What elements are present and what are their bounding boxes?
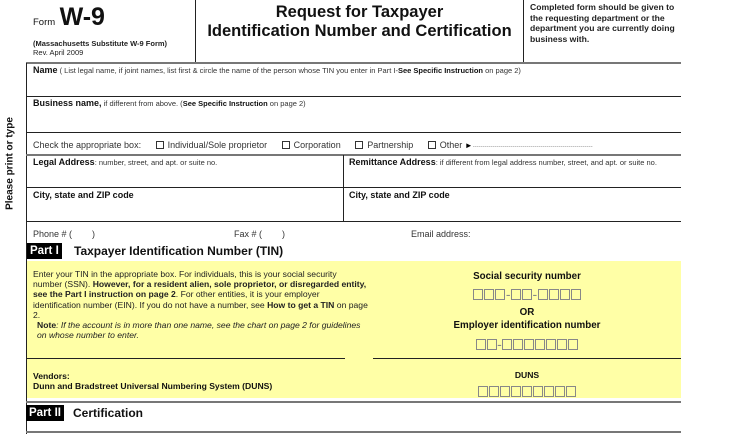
part2-bottom-line	[26, 431, 681, 433]
entity-type-row	[33, 140, 593, 150]
header-bottom-line	[26, 62, 681, 64]
checkbox-individual-label: Individual/Sole proprietor	[167, 140, 268, 150]
part2-tag: Part II	[26, 405, 64, 421]
checkbox-individual[interactable]	[156, 140, 268, 150]
duns-input[interactable]	[373, 385, 681, 398]
name-hint-bold: See Specific Instruction	[397, 66, 483, 75]
instr-text-1: Enter your TIN in the appropriate box. For individuals, this is your social security number (SSN).	[33, 269, 337, 290]
digit-box[interactable]	[568, 339, 578, 350]
email-field[interactable]: Email address:	[411, 229, 471, 239]
checkbox-other[interactable]	[428, 140, 463, 150]
ein-input[interactable]	[373, 338, 681, 351]
checkbox-partnership-label: Partnership	[367, 140, 414, 150]
digit-box[interactable]	[487, 339, 497, 350]
part1-title: Taxpayer Identification Number (TIN)	[74, 244, 284, 258]
city-bottom-line	[26, 221, 681, 222]
vendors-label: Vendors:	[33, 371, 70, 381]
digit-box[interactable]	[571, 289, 581, 300]
header-note: Completed form should be given to the requesting department or the department you are currently doing business with.	[530, 2, 675, 44]
digit-box[interactable]	[549, 289, 559, 300]
digit-box[interactable]	[478, 386, 488, 397]
instr-text-3: on page 2.	[33, 299, 368, 320]
check-bottom-line	[26, 154, 681, 156]
digit-box[interactable]	[500, 386, 510, 397]
address-bottom-line	[26, 187, 681, 188]
digit-box[interactable]	[484, 289, 494, 300]
legal-address-label: Legal Address	[33, 157, 95, 167]
digit-box[interactable]	[522, 386, 532, 397]
side-label: Please print or type	[4, 117, 16, 210]
digit-box[interactable]	[489, 386, 499, 397]
note-text: : If the account is in more than one name, see the chart on page 2 for guidelines on whose number to enter.	[37, 320, 361, 341]
name-hint: ( List legal name, if joint names, list first & circle the name of the person whose TIN you enter in Part I-	[57, 66, 398, 75]
checkbox-icon	[355, 141, 363, 149]
page-title	[196, 3, 523, 41]
tin-instructions	[33, 269, 368, 340]
digit-box[interactable]	[555, 386, 565, 397]
checkbox-icon	[428, 141, 436, 149]
checkbox-partnership[interactable]	[355, 140, 413, 150]
checkbox-icon	[282, 141, 290, 149]
header-divider-right	[523, 0, 524, 63]
business-name-field[interactable]	[33, 98, 678, 130]
digit-box[interactable]	[560, 289, 570, 300]
digit-separator: -	[532, 286, 538, 303]
instr-bold-2: How to get a TIN	[267, 299, 335, 310]
title-line-1: Request for Taxpayer	[275, 3, 444, 21]
note-label: Note	[37, 320, 57, 331]
duns-label: DUNS	[514, 370, 540, 380]
ssn-input[interactable]	[373, 288, 681, 301]
legal-address-hint: : number, street, and apt. or suite no.	[94, 158, 218, 167]
digit-separator: -	[497, 336, 502, 353]
part2-title: Certification	[73, 406, 144, 420]
digit-box[interactable]	[566, 386, 576, 397]
digit-box[interactable]	[538, 289, 548, 300]
ein-label: Employer identification number	[453, 320, 601, 331]
name-hint-end: on page 2)	[482, 66, 521, 75]
form-id-block	[33, 4, 193, 57]
digit-box[interactable]	[535, 339, 545, 350]
form-number: W-9	[59, 3, 105, 31]
digit-box[interactable]	[524, 339, 534, 350]
remittance-address-field[interactable]	[349, 157, 669, 185]
digit-box[interactable]	[533, 386, 543, 397]
tin-separator-left	[26, 358, 345, 359]
instr-text-2: . For other entities, it is your employer identification number (EIN). If you do not have a number, see	[33, 289, 320, 310]
business-label: Business name,	[33, 98, 102, 108]
digit-separator: -	[505, 286, 511, 303]
phone-field[interactable]: Phone # ( )	[33, 229, 96, 239]
name-bottom-line	[26, 96, 681, 97]
digit-box[interactable]	[513, 339, 523, 350]
digit-box[interactable]	[511, 386, 521, 397]
arrow-right-icon: ►	[464, 141, 473, 150]
checkbox-other-label: Other	[439, 140, 463, 150]
part1-tag: Part I	[27, 243, 62, 259]
legal-address-field[interactable]	[33, 157, 338, 185]
city-state-zip-right[interactable]: City, state and ZIP code	[349, 190, 450, 200]
digit-box[interactable]	[473, 289, 483, 300]
digit-box[interactable]	[511, 289, 521, 300]
part1-bottom-line	[26, 401, 681, 403]
business-hint: if different from above. (	[101, 99, 183, 108]
remittance-address-label: Remittance Address	[349, 157, 436, 167]
business-hint-bold: See Specific Instruction	[182, 99, 268, 108]
title-line-2: Identification Number and Certification	[207, 22, 512, 40]
checkbox-corporation-label: Corporation	[293, 140, 341, 150]
name-field[interactable]	[33, 65, 678, 95]
instr-bold-1: However, for a resident alien, sole proprietor, or disregarded entity, see the Part I instruction on page 2	[33, 279, 367, 300]
fax-field[interactable]: Fax # ( )	[234, 229, 286, 239]
form-word: Form	[33, 17, 56, 28]
ssn-label: Social security number	[473, 271, 581, 282]
checkbox-icon	[156, 141, 164, 149]
city-state-zip-left[interactable]: City, state and ZIP code	[33, 190, 134, 200]
business-hint-end: on page 2)	[267, 99, 306, 108]
checkbox-corporation[interactable]	[282, 140, 341, 150]
digit-box[interactable]	[495, 289, 505, 300]
digit-box[interactable]	[476, 339, 486, 350]
digit-box[interactable]	[546, 339, 556, 350]
form-subtitle: (Massachusetts Substitute W-9 Form)	[33, 39, 168, 48]
tin-separator-right	[373, 358, 681, 359]
business-bottom-line	[26, 132, 681, 133]
digit-box[interactable]	[502, 339, 512, 350]
check-label: Check the appropriate box:	[33, 140, 142, 150]
remittance-address-hint: : if different from legal address number, street, and apt. or suite no.	[435, 158, 657, 167]
digit-box[interactable]	[522, 289, 532, 300]
name-label: Name	[33, 65, 58, 75]
other-line[interactable]: ------------------------------------------------------------	[472, 144, 593, 150]
address-divider	[343, 155, 344, 221]
duns-description: Dunn and Bradstreet Universal Numbering System (DUNS)	[33, 381, 273, 391]
digit-box[interactable]	[557, 339, 567, 350]
digit-box[interactable]	[544, 386, 554, 397]
or-label: OR	[519, 307, 535, 318]
form-revision: Rev. April 2009	[33, 48, 84, 57]
